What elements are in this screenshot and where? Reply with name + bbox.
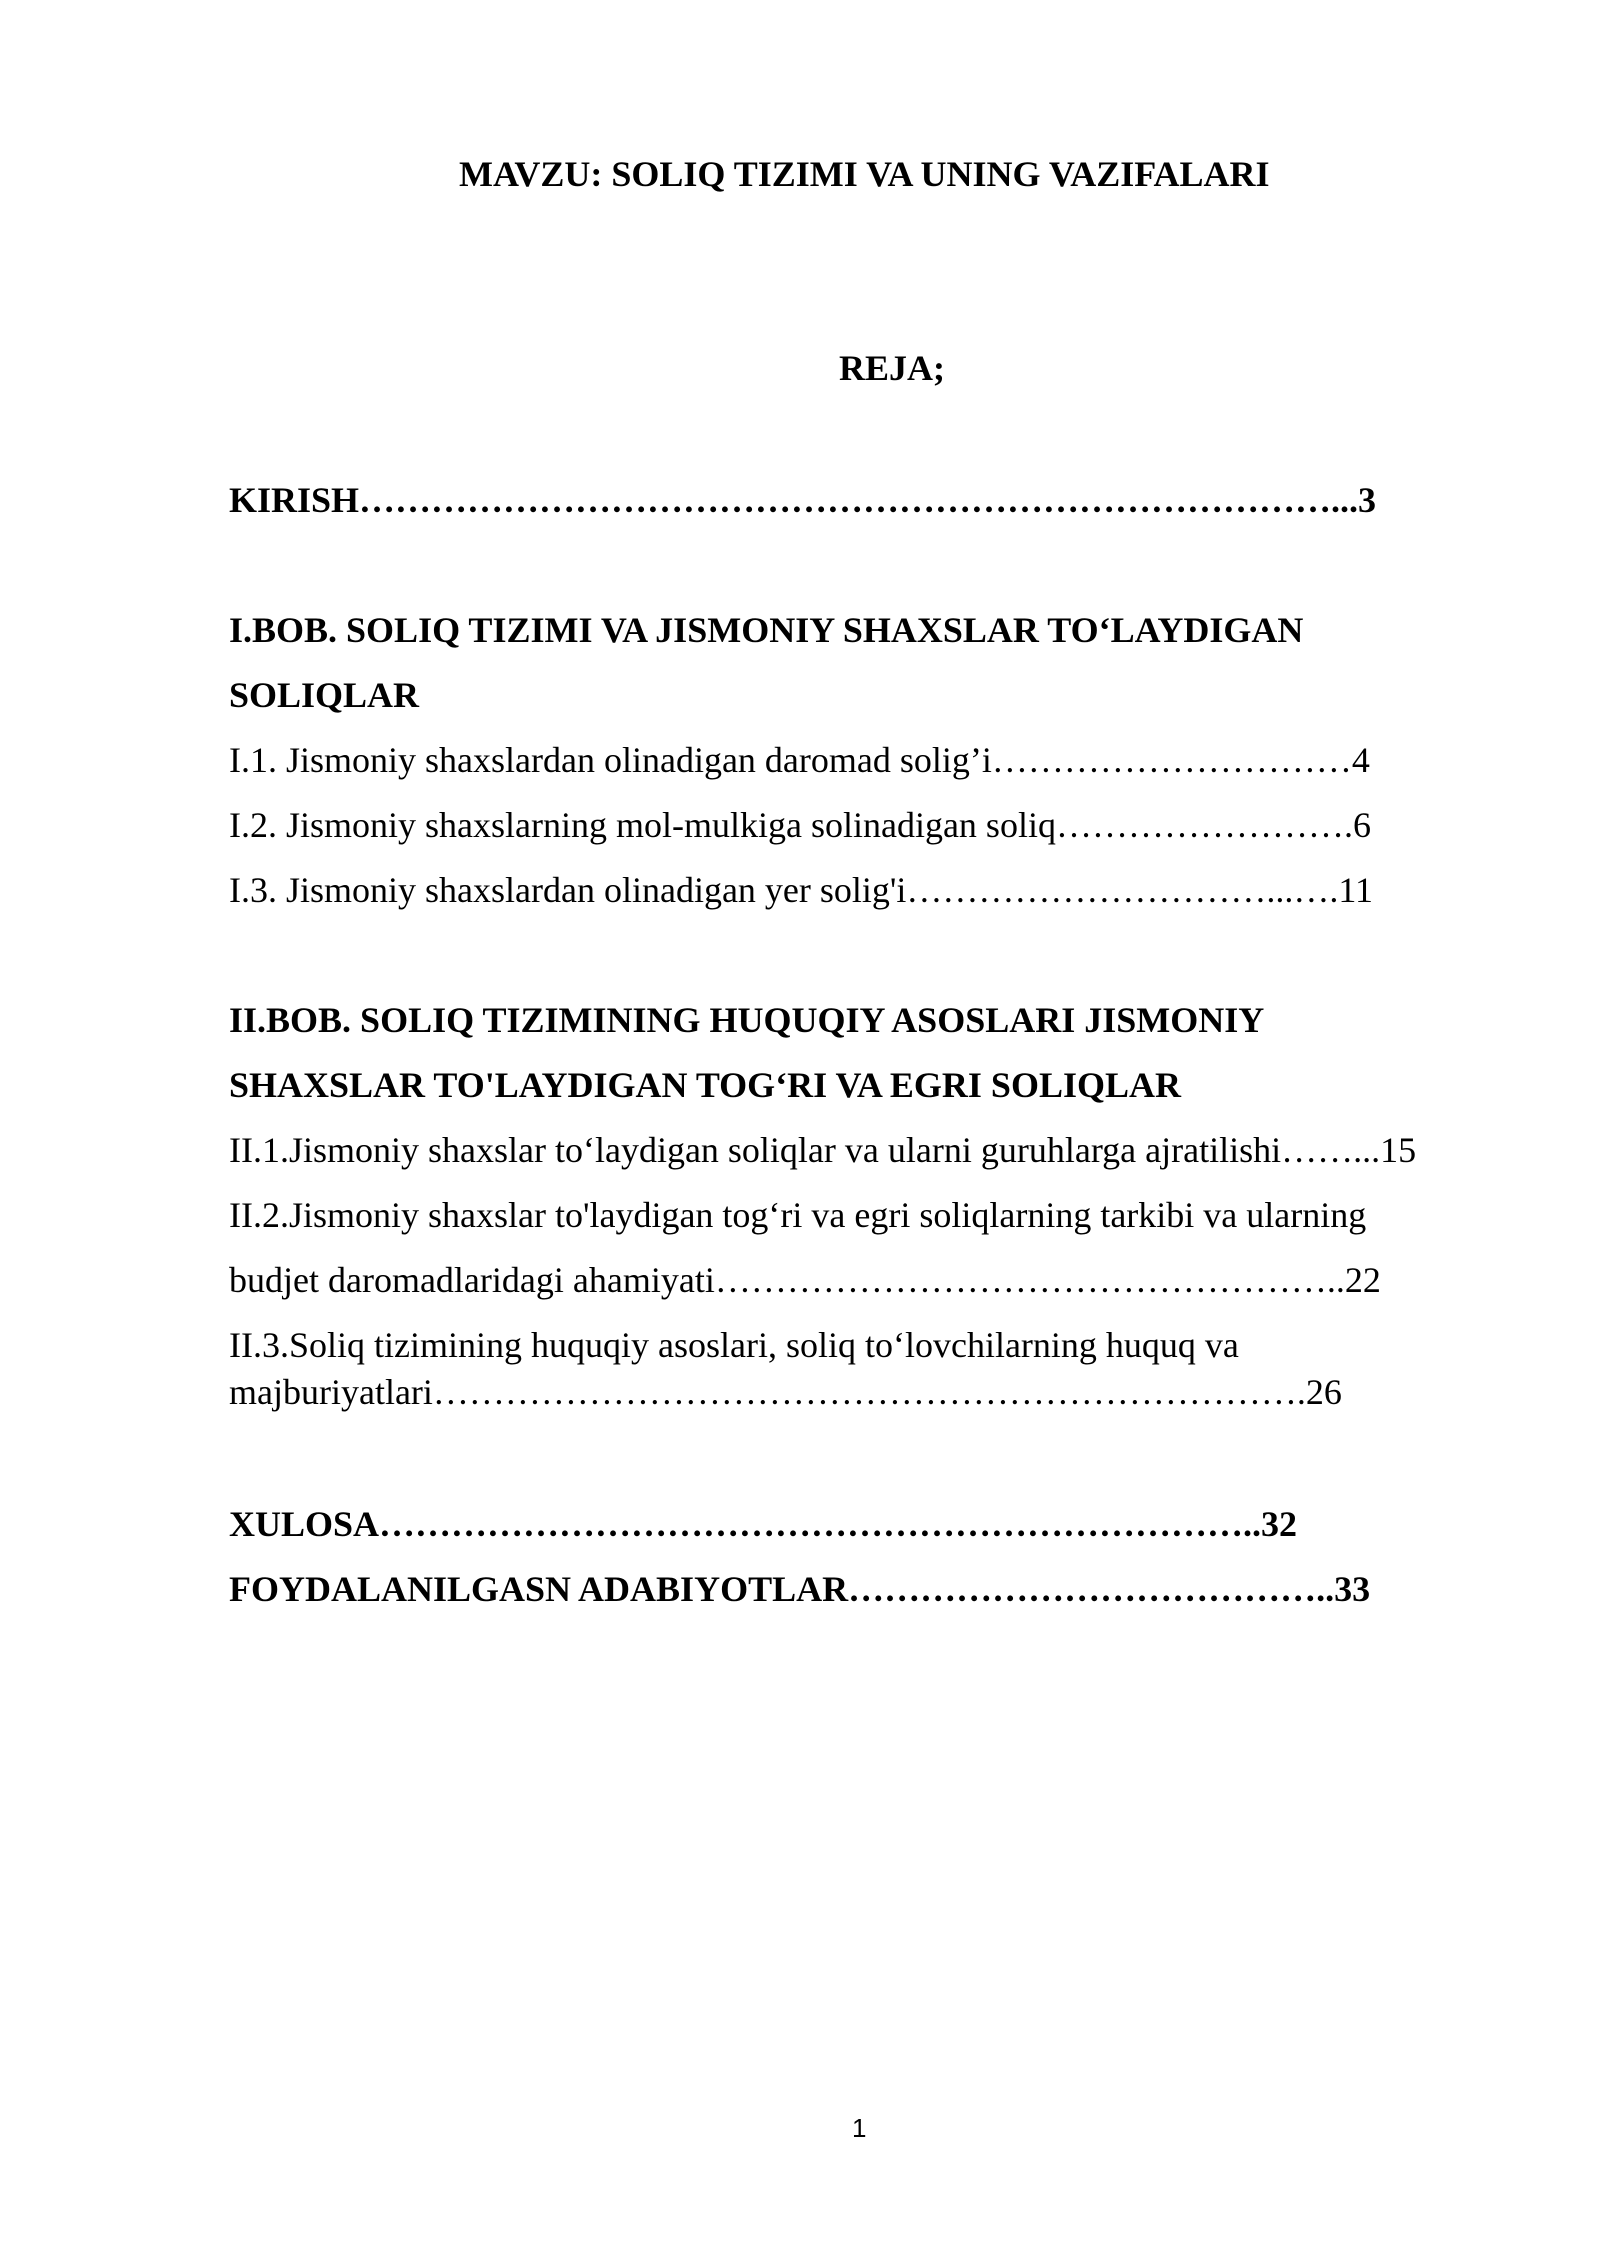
toc-chapter2-heading-line2: SHAXSLAR TO'LAYDIGAN TOG‘RI VA EGRI SOLIQLAR — [229, 1065, 1181, 1105]
toc-conclusion: XULOSA………………………………………………………………..32 — [229, 1504, 1298, 1544]
plan-heading: REJA; — [839, 348, 945, 388]
document-title: MAVZU: SOLIQ TIZIMI VA UNING VAZIFALARI — [459, 154, 1270, 194]
toc-chapter2-item: II.3.Soliq tizimining huquqiy asoslari, soliq to‘lovchilarning huquq va — [229, 1325, 1239, 1365]
toc-references: FOYDALANILGASN ADABIYOTLAR…………………………………..33 — [229, 1569, 1371, 1609]
toc-chapter2-item: budjet daromadlaridagi ahamiyati……………………………………………..22 — [229, 1260, 1381, 1300]
toc-chapter1-item: I.3. Jismoniy shaxslardan olinadigan yer solig'i…………………………...….11 — [229, 870, 1374, 910]
toc-chapter2-heading-line1: II.BOB. SOLIQ TIZIMINING HUQUQIY ASOSLARI JISMONIY — [229, 1000, 1265, 1040]
toc-chapter1-heading-line1: I.BOB. SOLIQ TIZIMI VA JISMONIY SHAXSLAR TO‘LAYDIGAN — [229, 610, 1304, 650]
toc-chapter2-item: II.1.Jismoniy shaxslar to‘laydigan soliqlar va ularni guruhlarga ajratilishi……...15 — [229, 1130, 1417, 1170]
toc-chapter2-item: majburiyatlari……………………………………………………………….26 — [229, 1372, 1342, 1412]
toc-intro: KIRISH………………………………………………………………………...3 — [229, 480, 1377, 520]
page-number: 1 — [852, 2113, 867, 2143]
toc-chapter1-item: I.2. Jismoniy shaxslarning mol-mulkiga solinadigan soliq…………………….6 — [229, 805, 1371, 845]
toc-chapter1-item: I.1. Jismoniy shaxslardan olinadigan daromad solig’i…………………………4 — [229, 740, 1370, 780]
toc-chapter1-heading-line2: SOLIQLAR — [229, 675, 420, 715]
toc-chapter2-item: II.2.Jismoniy shaxslar to'laydigan tog‘ri va egri soliqlarning tarkibi va ularning — [229, 1195, 1367, 1235]
